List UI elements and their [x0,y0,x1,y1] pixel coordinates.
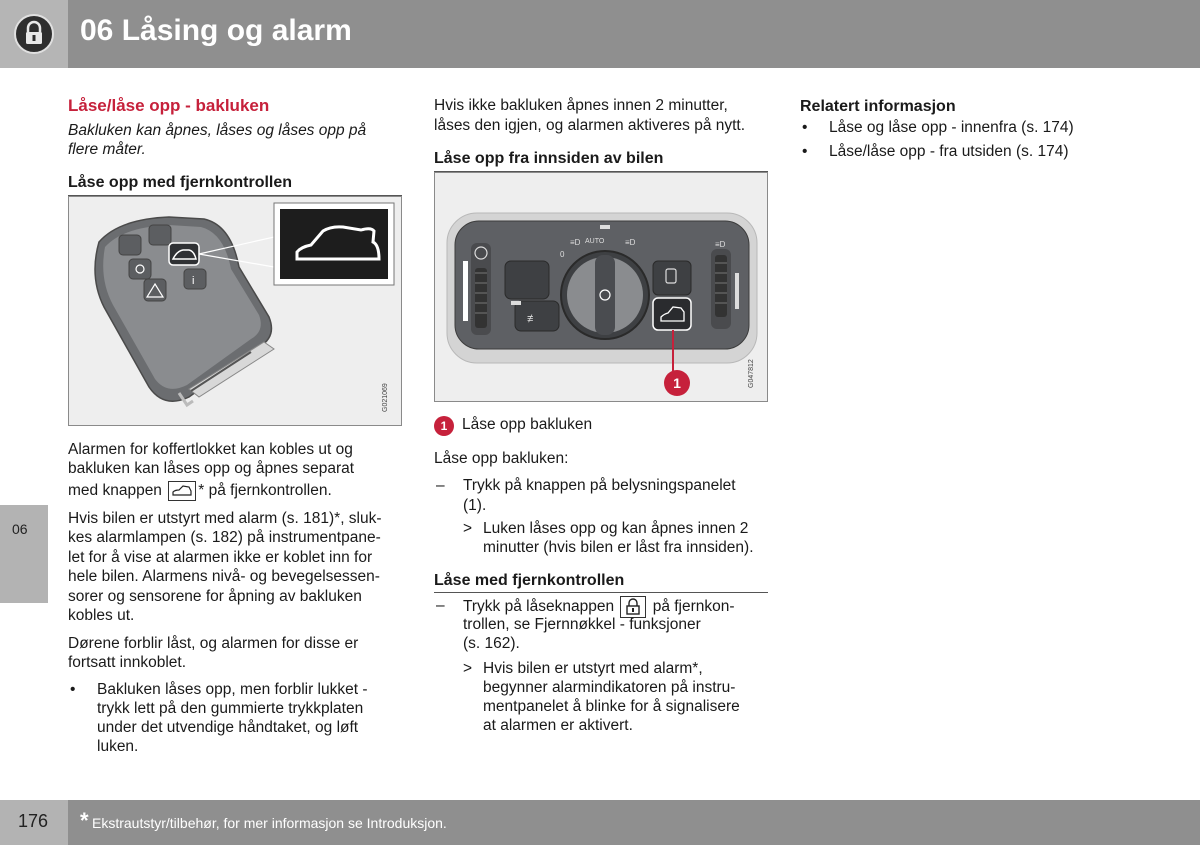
bullet-line-2: trykk lett på den gummierte trykkplaten [97,700,364,717]
step-dash: – [436,597,445,614]
header-icon-box [0,0,68,68]
paragraph-2-line-1: Hvis bilen er utstyrt med alarm (s. 181)*, sluk- [68,510,382,527]
paragraph-1-pre: med knappen [68,482,162,500]
paragraph-1-line-1: Alarmen for koffertlokket kan kobles ut og [68,441,353,458]
step2-line-3: (s. 162). [463,635,520,652]
result2-line-4: at alarmen er aktivert. [483,717,633,734]
lead-text: Låse opp bakluken: [434,450,569,467]
result2-line-3: mentpanelet å blinke for å signalisere [483,698,740,715]
paragraph-2-line-4: hele bilen. Alarmens nivå- og bevegelsessen- [68,568,380,585]
remote-key-figure [68,196,402,426]
light-panel-figure [434,172,768,402]
paragraph-1-post: * på fjernkontrollen. [198,482,332,500]
footnote-text: Ekstrautstyr/tilbehør, for mer informasjon se Introduksjon. [92,815,447,831]
page-header [0,0,1200,68]
section-heading: Låse/låse opp - bakluken [68,96,270,115]
subheading-lock-remote: Låse med fjernkontrollen [434,572,625,589]
chapter-number: 06 [12,521,28,537]
heading-rule [434,592,768,593]
page-number: 176 [18,811,49,831]
footer-bar [68,800,1200,845]
intro-line-2: flere måter. [68,141,146,158]
bullet-line-3: under det utvendige håndtaket, og løft [97,719,359,736]
light-panel-illustration [435,173,768,402]
col2-intro-line-2: låses den igjen, og alarmen aktiveres på nytt. [434,117,746,134]
trunk-button-icon [168,481,196,501]
step1-line-2: (1). [463,497,487,514]
chapter-side-tab [0,505,48,603]
callout-badge: 1 [434,416,454,436]
result2-line-2: begynner alarmindikatoren på instru- [483,679,736,696]
remote-key-illustration [69,197,402,426]
related-info-heading: Relatert informasjon [800,98,956,115]
related-link-2[interactable]: Låse/låse opp - fra utsiden (s. 174) [829,143,1069,160]
panel-zero-label: 0 [560,250,565,259]
svg-text:i: i [192,275,195,287]
result2-line-1: Hvis bilen er utstyrt med alarm*, [483,660,703,677]
step-dash: – [436,477,445,494]
paragraph-3-line-1: Dørene forblir låst, og alarmen for disse er [68,635,359,652]
step2-line-2: trollen, se Fjernnøkkel - funksjoner [463,616,701,633]
paragraph-2-line-5: sorer og sensorene for åpning av bakluken [68,588,362,605]
footnote-star: * [80,808,89,833]
subheading-inside: Låse opp fra innsiden av bilen [434,150,664,167]
paragraph-2-line-2: kes alarmlampen (s. 182) på instrumentpane- [68,529,381,546]
page-number-box [0,800,68,845]
step2-post: på fjernkon- [652,598,735,616]
svg-text:≡D: ≡D [715,240,726,249]
step2-pre: Trykk på låseknappen [463,598,615,616]
step1-line-1: Trykk på knappen på belysningspanelet [463,477,736,494]
result-arrow: > [463,520,473,537]
paragraph-1-line-2: bakluken kan låses opp og åpnes separat [68,460,355,477]
paragraph-3-line-2: fortsatt innkoblet. [68,654,187,671]
chapter-title: 06 Låsing og alarm [80,14,352,47]
callout-text: Låse opp bakluken [462,416,593,433]
bullet-mark: • [802,119,808,136]
subheading-remote: Låse opp med fjernkontrollen [68,174,293,191]
bullet-line-4: luken. [97,738,139,755]
paragraph-2-line-6: kobles ut. [68,607,135,624]
figure-callout-1: 1 [673,375,681,391]
paragraph-1-line-3 [68,481,332,501]
svg-text:≡D: ≡D [625,238,636,247]
svg-text:≢: ≢ [527,313,538,325]
bullet-mark: • [70,681,76,698]
panel-auto-label: AUTO [585,238,605,245]
related-link-1[interactable]: Låse og låse opp - innenfra (s. 174) [829,119,1074,136]
result1-line-2: minutter (hvis bilen er låst fra innsiden). [483,539,754,556]
intro-line-1: Bakluken kan åpnes, låses og låses opp på [68,122,367,139]
figure-code: G047812 [748,359,755,388]
bullet-line-1: Bakluken låses opp, men forblir lukket - [97,681,368,698]
result1-line-1: Luken låses opp og kan åpnes innen 2 [483,520,749,537]
figure-code: G021069 [382,383,389,412]
svg-text:≡D: ≡D [570,238,581,247]
bullet-mark: • [802,143,808,160]
col2-intro-line-1: Hvis ikke bakluken åpnes innen 2 minutter, [434,97,728,114]
paragraph-2-line-3: let for å vise at alarmen ikke er koblet inn for [68,549,373,566]
result-arrow: > [463,660,473,677]
lock-icon [14,14,54,54]
